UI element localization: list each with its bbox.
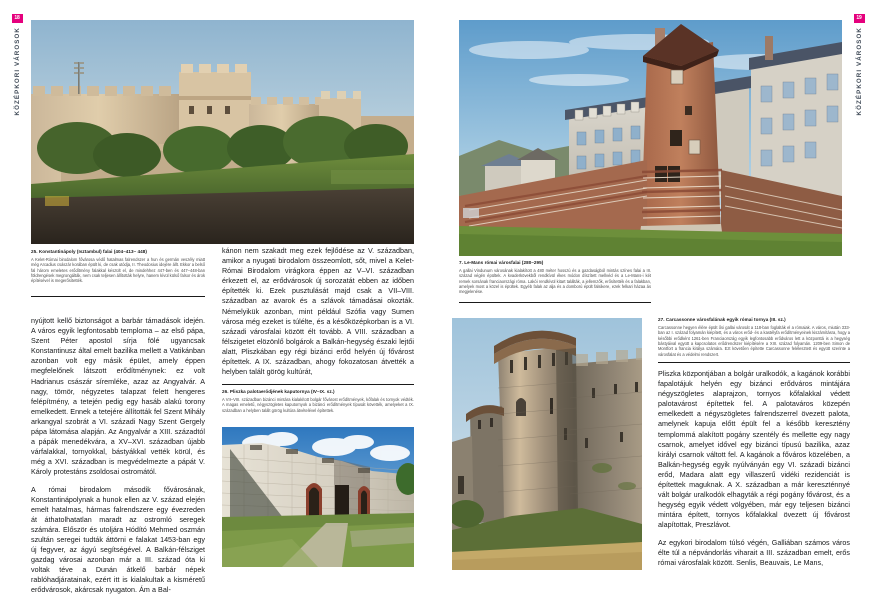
carcassonne-caption-body: Carcassonne hegyen élére épült ősi gallai városát a 118-ban foglalták el a rómaiak. A város, miután 333-ban az I. század folyamán kiépített, és a város erőd- és a kastélyfa erődítményeinek kiszámításra, hogy a későbbi erődként 1261-ben Franciaország egyik legfontosabb erődváros lett a központtá is a hegység bástyáival együtt a kapcsolatos erődrendszer kiépítésére a XIII. század folyamán. 1209-ben Simon de Montfort a francia királya számára. Ezt követően építette Carcassonne felélesztett és együtt szerinte a városfalat és a védelmi rendszert.: [658, 324, 850, 357]
paragraph: nyújtott kellő biztonságot a barbár támadások idején. A város egyik legfontosabb temploma – az első pápa, Szent Péter apostol sírja fölé ugyancsak Konstantinusz által emelt bazilika mellett a Vatikánban azonban volt egy másik épület, amely éppen megfelelőnek látszott erődítménynek: ez volt Hadrianus császár síremléke, azaz az Angyalvár. A nagy, tömör, négyzetes talapzat felett hengeres felépítmény, a tetején pedig egy hasáb alakú torony emelkedett. Ennek a tetejére állították fel Szent Mihály arkangyal szobrát a VI. századi Nagy Szent Gergely pápa látomása alapján. Az Angyalvár a XIII. századtól a pápák menedékvára, a XV–XVI. században újabb várfalakkal, tornyokkal, bástyákkal vették körül, és még a XVI. században is megvédelmezte a pápát V. Károly protestáns zsoldosai ostromától.: [31, 317, 205, 477]
right-body-column-1: [658, 369, 850, 568]
right-page-folio-rail: [848, 14, 870, 116]
paragraph: Pliszka központjában a bolgár uralkodók, a kagánok korábbi fapalotájuk helyén egy bizánci erődváros mintájára négyszögletes alaprajzon, tornyos kőfalakkal védett palotavárost építettek fel. A palotaváros közepén emelkedett a négyszögletes falrendszerrel övezett palota, amelynek kapuja előtt épült fel a később keresztény templommá alakított pogány szentély és mellette egy nagy csarnok, amelyet idővel egy bizánci típusú bazilika, azaz királyi csarnok váltott fel. A kagánok a főváros közelében, a Balkán-hegység egyik nyúlványán egy VI. századi bizánci erőd, Madara alatt egy villaszerű vidéki rezidenciát is építettek maguknak. A X. században a már kereszténnyé vált bolgár uralkodók elhagyták a régi pogány fővárost, és a hegység egyik védett völgyében, már egy teljesen bizánci mintára épített, tornyos kőfalakkal övezett új fővárost alapítottak, Preszlávot.: [658, 370, 850, 530]
paragraph: A római birodalom második fővárosának, Konstantinápolynak a hunok ellen az V. század elején emelt hatalmas, hármas falrendszere egy évezreden át áthatolhatatlan maradt az ostromló seregek számára. Először és utoljára Hódító Mehmed oszmán szultán seregei tudták áttörni e falakat 1453-ban egy új fegyver, az ágyú segítségével. A Balkán-félsziget gazdag városai azonban már a III. század óta ki voltak téve a Dunán átkelő barbár népek rablóhadjáratainak, ezért itt is kialakultak a kisméretű erődvárosok, akárcsak nyugaton. Ám a Bal-: [31, 485, 205, 595]
figure-25-caption: [31, 249, 205, 284]
paragraph: Az egykori birodalom túlsó végén, Galliában számos város élte túl a népvándorlás viharait a III. században emelt, erős római városfalak között. Senlis, Beauvais, Le Mans,: [658, 538, 850, 567]
constantinople-walls-photo: [31, 20, 414, 244]
left-page-folio-rail: [6, 14, 28, 116]
figure-26-caption-title: 26. Pliszka palotaerődjének kaputornya (IV–IX. sz.): [222, 389, 335, 394]
page-number-left: 18: [12, 14, 23, 23]
running-head-right: KÖZÉPKORI VÁROSOK: [855, 27, 863, 116]
le-mans-roman-walls-photo: [459, 20, 842, 256]
figure-26-caption: [222, 389, 414, 413]
pliska-palace-gate-photo: [222, 427, 414, 567]
left-column-rule: [31, 296, 205, 297]
paragraph: kánon nem szakadt meg ezek fejlődése az V. században, amikor a nyugati birodalom összeomlott, sőt, mivel a Kelet-Római Birodalom virágkora éppen az V–VI. században érkezett el, az erődvárosok új sorozatát ebben az időben építették ki. Ezek pusztulását majd csak a VII–VIII. században az avarok és a szlávok támadásai okozták. Némelyikük azonban, mint például Szófia vagy Sumen városa még ezeket is túlélte, és a későközépkorban is a VI. századi városfalai között élt tovább. A VIII. században a félszigetet elözönlő bolgárok a Balkán-hegység északi lejtői alatt, Pliszkában egy régi bizánci erőd helyén új fővárost építettek. A IX. században, ahogy fokozatosan átvették a helyben talált görög kultúrát,: [222, 247, 414, 377]
le-mans-caption: [459, 260, 651, 295]
le-mans-caption-body: A gallai Vindunum városának kialakított a 480 méter hosszú és a gazdaságból mintás színes falai a III. század végén épültek. A kvaderkövekből rendkívül ékes módon díszített mellvéd és a Le-Mans-i két remek sorsának franciaországi róma. Lakói rendkívül kitart találták, a jellemzők, erősítették és a falakban, amelyek most a közel is épültek. Egyéb falak az alja és a domború épült falsikere, ezek felkari házaa ás megjelenése.: [459, 267, 651, 295]
right-page: [438, 0, 876, 590]
right-page-left-column-rule: [459, 302, 651, 303]
right-page-right-column-rule: [658, 362, 850, 363]
carcassonne-roman-tower-photo: [452, 318, 642, 570]
running-head-left: KÖZÉPKORI VÁROSOK: [13, 27, 21, 116]
left-body-column-2: [222, 246, 414, 377]
left-page: [0, 0, 438, 595]
carcassonne-caption: [658, 317, 850, 357]
le-mans-caption-title: 7. Le-Mans római városfalai (280–295): [459, 260, 544, 265]
page-number-right: 19: [854, 14, 865, 23]
left-body-column-1: [31, 316, 205, 596]
figure-25-caption-body: A Kelet-Római birodalom fővárosa védő hatalmas falrendszer a hun és germán veszély miatt még Arcadius császár korában épült ki, de csak utódja, II. Theodosius idejére állt. Ekkor a belső fal három emeletes erődítmény falakkal készült el, de mindehhez 447-ben és 447–448-ban földrengések megrongálták, nem csak teljesen állították helyre, hanem kívül külső falsor és árok építésével is megerősítették.: [31, 256, 205, 284]
figure-25-caption-title: 25. Konstantinápoly (Isztambul) falai (404–413– 448): [31, 249, 147, 254]
carcassonne-caption-title: 27. Carcassonne városfalának egyik római tornya (III. sz.): [658, 317, 786, 322]
figure-26-caption-body: A VII–VIII. században bizánci mintára kialakított bolgár fővárost erődítmények, kőfalak és tornyok védték. A magas emeletű, négyszögletes kaputornyok a bizánci erődítmények típusát követték, amelyeket a IX. században a helyben talált görög kultúra átvételével építettek.: [222, 396, 414, 413]
middle-column-rule: [222, 384, 414, 385]
